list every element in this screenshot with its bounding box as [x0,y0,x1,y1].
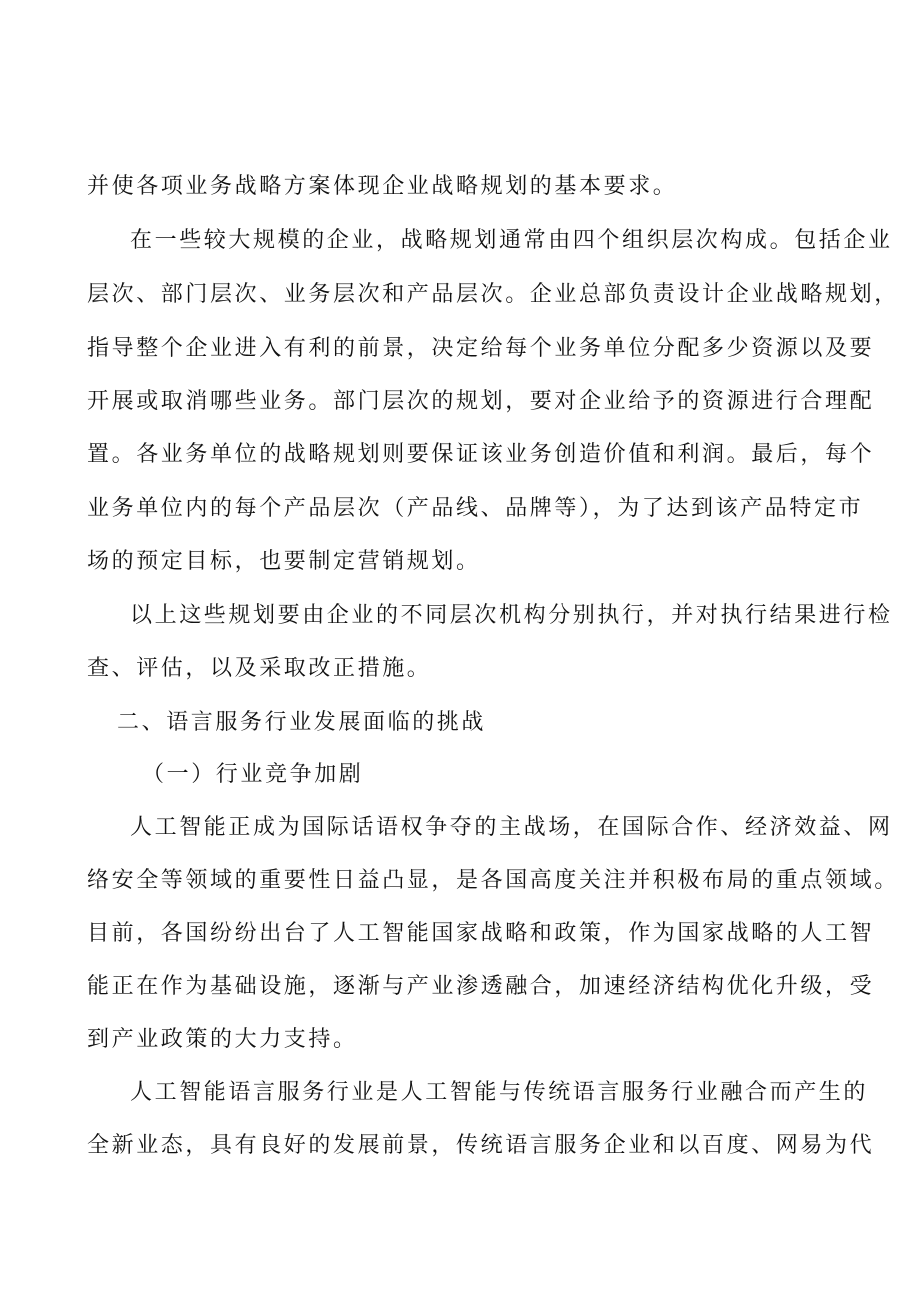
paragraph-line: 人工智能语言服务行业是人工智能与传统语言服务行业融合而产生的 [130,1080,869,1105]
paragraph-line: 人工智能正成为国际话语权争夺的主战场，在国际合作、经济效益、网 [130,815,893,840]
section-heading: 二、语言服务行业发展面临的挑战 [117,710,487,735]
paragraph-line: 业务单位内的每个产品层次（产品线、品牌等），为了达到该产品特定市 [87,496,864,521]
paragraph-line: 开展或取消哪些业务。部门层次的规划，要对企业给予的资源进行合理配 [87,389,875,414]
paragraph-line: 到产业政策的大力支持。 [87,1027,358,1052]
paragraph-line: 目前，各国纷纷出台了人工智能国家战略和政策，作为国家战略的人工智 [87,921,875,946]
paragraph-line: 全新业态，具有良好的发展前景，传统语言服务企业和以百度、网易为代 [87,1133,875,1158]
paragraph-line: 查、评估，以及采取改正措施。 [87,656,432,681]
paragraph-line: 并使各项业务战略方案体现企业战略规划的基本要求。 [87,174,678,199]
paragraph-line: 以上这些规划要由企业的不同层次机构分别执行，并对执行结果进行检 [130,603,893,628]
paragraph-line: 场的预定目标，也要制定营销规划。 [87,549,481,574]
paragraph-line: 络安全等领域的重要性日益凸显，是各国高度关注并积极布局的重点领域。 [87,868,899,893]
paragraph-line: 层次、部门层次、业务层次和产品层次。企业总部负责设计企业战略规划， [87,282,899,307]
paragraph-line: 在一些较大规模的企业，战略规划通常由四个组织层次构成。包括企业 [130,228,893,253]
paragraph-line: 置。各业务单位的战略规划则要保证该业务创造价值和利润。最后，每个 [87,442,875,467]
subsection-heading: （一）行业竞争加剧 [142,762,364,787]
paragraph-line: 指导整个企业进入有利的前景，决定给每个业务单位分配多少资源以及要 [87,336,875,361]
paragraph-line: 能正在作为基础设施，逐渐与产业渗透融合，加速经济结构优化升级，受 [87,974,875,999]
